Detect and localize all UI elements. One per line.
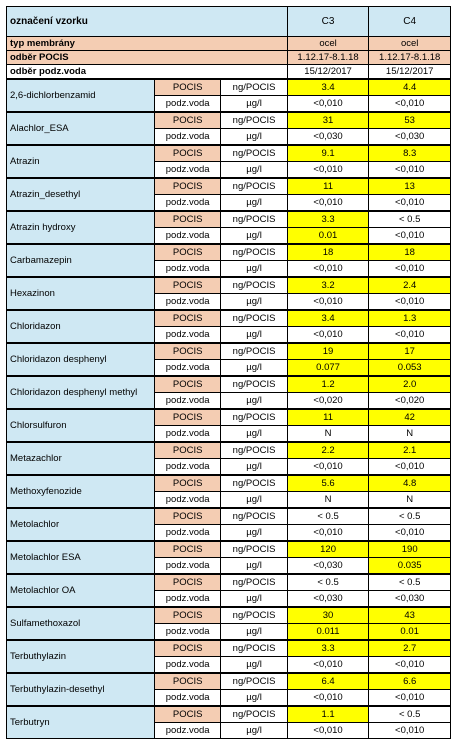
pocis-value: 2.7 — [369, 640, 451, 657]
meta-value: ocel — [369, 37, 451, 51]
pocis-value: 17 — [369, 343, 451, 360]
water-value: <0,010 — [287, 525, 369, 542]
pocis-value: 9.1 — [287, 145, 369, 162]
pocis-value: 18 — [369, 244, 451, 261]
pocis-value: 19 — [287, 343, 369, 360]
unit-label: µg/l — [221, 96, 287, 113]
sample-type-label: podz.voda — [154, 393, 220, 410]
sample-type-label: podz.voda — [154, 294, 220, 311]
sample-type-label: POCIS — [154, 145, 220, 162]
pocis-value: 3.3 — [287, 640, 369, 657]
sample-type-label: podz.voda — [154, 525, 220, 542]
sample-type-label: podz.voda — [154, 228, 220, 245]
unit-label: ng/POCIS — [221, 607, 287, 624]
water-value: N — [369, 492, 451, 509]
results-table-body — [7, 7, 451, 739]
pocis-value: 11 — [287, 178, 369, 195]
compound-pocis-row — [7, 640, 451, 657]
water-value: <0,010 — [369, 657, 451, 674]
compound-pocis-row — [7, 673, 451, 690]
sample-type-label: POCIS — [154, 409, 220, 426]
water-value: 0.011 — [287, 624, 369, 641]
unit-label: µg/l — [221, 459, 287, 476]
header-row — [7, 7, 451, 37]
compound-name: Chlorsulfuron — [7, 409, 155, 442]
water-value: <0,010 — [369, 690, 451, 707]
unit-label: ng/POCIS — [221, 673, 287, 690]
sample-type-label: podz.voda — [154, 657, 220, 674]
pocis-value: < 0.5 — [369, 211, 451, 228]
sample-type-label: POCIS — [154, 640, 220, 657]
water-value: <0,010 — [287, 690, 369, 707]
compound-pocis-row — [7, 541, 451, 558]
unit-label: ng/POCIS — [221, 574, 287, 591]
unit-label: µg/l — [221, 228, 287, 245]
unit-label: ng/POCIS — [221, 409, 287, 426]
unit-label: ng/POCIS — [221, 706, 287, 723]
water-value: 0.01 — [369, 624, 451, 641]
compound-name: Chloridazon — [7, 310, 155, 343]
sample-type-label: POCIS — [154, 376, 220, 393]
compound-name: Metolachlor ESA — [7, 541, 155, 574]
pocis-value: 4.4 — [369, 79, 451, 96]
unit-label: ng/POCIS — [221, 79, 287, 96]
unit-label: µg/l — [221, 360, 287, 377]
pocis-value: < 0.5 — [369, 706, 451, 723]
unit-label: µg/l — [221, 294, 287, 311]
sample-type-label: podz.voda — [154, 492, 220, 509]
compound-pocis-row — [7, 310, 451, 327]
pocis-value: 2.0 — [369, 376, 451, 393]
sample-type-label: podz.voda — [154, 261, 220, 278]
unit-label: ng/POCIS — [221, 376, 287, 393]
compound-pocis-row — [7, 112, 451, 129]
sample-type-label: podz.voda — [154, 459, 220, 476]
compound-pocis-row — [7, 277, 451, 294]
sample-type-label: podz.voda — [154, 723, 220, 739]
water-value: 0.053 — [369, 360, 451, 377]
sample-type-label: POCIS — [154, 79, 220, 96]
compound-pocis-row — [7, 376, 451, 393]
pocis-value: < 0.5 — [369, 508, 451, 525]
water-value: <0,010 — [287, 459, 369, 476]
unit-label: µg/l — [221, 129, 287, 146]
pocis-value: 3.4 — [287, 310, 369, 327]
pocis-value: 6.6 — [369, 673, 451, 690]
compound-pocis-row — [7, 244, 451, 261]
sample-type-label: podz.voda — [154, 558, 220, 575]
water-value: <0,010 — [287, 195, 369, 212]
sample-type-label: POCIS — [154, 244, 220, 261]
water-value: 0.035 — [369, 558, 451, 575]
sample-type-label: POCIS — [154, 475, 220, 492]
compound-pocis-row — [7, 178, 451, 195]
pocis-value: 190 — [369, 541, 451, 558]
meta-value: 1.12.17-8.1.18 — [369, 51, 451, 65]
compound-pocis-row — [7, 607, 451, 624]
pocis-value: 3.4 — [287, 79, 369, 96]
pocis-value: 43 — [369, 607, 451, 624]
unit-label: µg/l — [221, 657, 287, 674]
water-value: 0.077 — [287, 360, 369, 377]
water-value: <0,030 — [287, 558, 369, 575]
pocis-value: 6.4 — [287, 673, 369, 690]
unit-label: ng/POCIS — [221, 277, 287, 294]
unit-label: ng/POCIS — [221, 310, 287, 327]
pocis-value: 1.2 — [287, 376, 369, 393]
compound-name: Terbuthylazin-desethyl — [7, 673, 155, 706]
compound-name: Alachlor_ESA — [7, 112, 155, 145]
water-value: <0,030 — [287, 129, 369, 146]
water-value: <0,010 — [369, 261, 451, 278]
compound-pocis-row — [7, 343, 451, 360]
pocis-value: 3.3 — [287, 211, 369, 228]
sample-type-label: podz.voda — [154, 327, 220, 344]
meta-value: ocel — [287, 37, 369, 51]
unit-label: µg/l — [221, 492, 287, 509]
sample-type-label: POCIS — [154, 706, 220, 723]
compound-name: Methoxyfenozide — [7, 475, 155, 508]
water-value: <0,010 — [369, 228, 451, 245]
pocis-value: 31 — [287, 112, 369, 129]
pocis-value: < 0.5 — [369, 574, 451, 591]
sample-type-label: podz.voda — [154, 162, 220, 179]
results-table — [6, 6, 451, 739]
pocis-value: 3.2 — [287, 277, 369, 294]
sample-type-label: podz.voda — [154, 129, 220, 146]
compound-name: Chloridazon desphenyl methyl — [7, 376, 155, 409]
water-value: N — [287, 492, 369, 509]
sample-type-label: podz.voda — [154, 96, 220, 113]
unit-label: ng/POCIS — [221, 244, 287, 261]
pocis-value: 120 — [287, 541, 369, 558]
unit-label: ng/POCIS — [221, 112, 287, 129]
sample-header-c4: C4 — [369, 7, 451, 37]
pocis-value: 5.6 — [287, 475, 369, 492]
compound-pocis-row — [7, 574, 451, 591]
unit-label: ng/POCIS — [221, 541, 287, 558]
compound-name: Atrazin hydroxy — [7, 211, 155, 244]
sample-type-label: podz.voda — [154, 690, 220, 707]
water-value: <0,010 — [287, 723, 369, 739]
sample-label-header: označení vzorku — [7, 7, 288, 37]
sample-type-label: POCIS — [154, 178, 220, 195]
compound-name: Atrazin_desethyl — [7, 178, 155, 211]
compound-pocis-row — [7, 706, 451, 723]
water-value: <0,010 — [369, 195, 451, 212]
sample-type-label: POCIS — [154, 574, 220, 591]
water-value: <0,010 — [369, 294, 451, 311]
water-value: <0,030 — [369, 129, 451, 146]
water-value: 0.01 — [287, 228, 369, 245]
unit-label: ng/POCIS — [221, 475, 287, 492]
results-table-container — [6, 6, 451, 739]
unit-label: ng/POCIS — [221, 508, 287, 525]
unit-label: µg/l — [221, 327, 287, 344]
meta-value: 15/12/2017 — [369, 65, 451, 80]
compound-pocis-row — [7, 508, 451, 525]
sample-type-label: POCIS — [154, 310, 220, 327]
meta-value: 15/12/2017 — [287, 65, 369, 80]
unit-label: µg/l — [221, 624, 287, 641]
meta-label: odběr podz.voda — [7, 65, 288, 80]
sample-type-label: POCIS — [154, 277, 220, 294]
pocis-value: 13 — [369, 178, 451, 195]
compound-pocis-row — [7, 79, 451, 96]
compound-name: Carbamazepin — [7, 244, 155, 277]
pocis-value: 4.8 — [369, 475, 451, 492]
sample-type-label: POCIS — [154, 673, 220, 690]
compound-name: Atrazin — [7, 145, 155, 178]
unit-label: µg/l — [221, 558, 287, 575]
sample-type-label: POCIS — [154, 343, 220, 360]
water-value: <0,020 — [287, 393, 369, 410]
pocis-value: 11 — [287, 409, 369, 426]
water-value: <0,030 — [369, 591, 451, 608]
sample-type-label: POCIS — [154, 442, 220, 459]
compound-name: Metazachlor — [7, 442, 155, 475]
unit-label: µg/l — [221, 162, 287, 179]
compound-pocis-row — [7, 211, 451, 228]
sample-type-label: POCIS — [154, 541, 220, 558]
unit-label: µg/l — [221, 393, 287, 410]
meta-value: 1.12.17-8.1.18 — [287, 51, 369, 65]
compound-name: Sulfamethoxazol — [7, 607, 155, 640]
pocis-value: 30 — [287, 607, 369, 624]
unit-label: µg/l — [221, 525, 287, 542]
sample-header-c3: C3 — [287, 7, 369, 37]
sample-type-label: podz.voda — [154, 591, 220, 608]
compound-pocis-row — [7, 145, 451, 162]
compound-pocis-row — [7, 475, 451, 492]
unit-label: ng/POCIS — [221, 442, 287, 459]
sample-type-label: podz.voda — [154, 195, 220, 212]
unit-label: µg/l — [221, 426, 287, 443]
water-value: <0,010 — [369, 162, 451, 179]
compound-name: Hexazinon — [7, 277, 155, 310]
sample-type-label: podz.voda — [154, 426, 220, 443]
water-value: N — [369, 426, 451, 443]
unit-label: µg/l — [221, 195, 287, 212]
water-value: <0,010 — [287, 327, 369, 344]
pocis-value: < 0.5 — [287, 508, 369, 525]
sample-type-label: POCIS — [154, 112, 220, 129]
meta-row-pocis-sampling — [7, 51, 451, 65]
unit-label: ng/POCIS — [221, 178, 287, 195]
pocis-value: 18 — [287, 244, 369, 261]
sample-type-label: POCIS — [154, 607, 220, 624]
pocis-value: 2.2 — [287, 442, 369, 459]
water-value: <0,010 — [287, 162, 369, 179]
compound-pocis-row — [7, 409, 451, 426]
compound-name: Terbuthylazin — [7, 640, 155, 673]
compound-name: Metolachlor — [7, 508, 155, 541]
pocis-value: 53 — [369, 112, 451, 129]
meta-label: typ membrány — [7, 37, 288, 51]
water-value: <0,010 — [369, 459, 451, 476]
unit-label: µg/l — [221, 690, 287, 707]
water-value: <0,010 — [369, 525, 451, 542]
sample-type-label: POCIS — [154, 211, 220, 228]
pocis-value: 42 — [369, 409, 451, 426]
unit-label: ng/POCIS — [221, 343, 287, 360]
meta-label: odběr POCIS — [7, 51, 288, 65]
unit-label: ng/POCIS — [221, 145, 287, 162]
water-value: <0,020 — [369, 393, 451, 410]
pocis-value: 1.3 — [369, 310, 451, 327]
pocis-value: 1.1 — [287, 706, 369, 723]
unit-label: ng/POCIS — [221, 211, 287, 228]
compound-pocis-row — [7, 442, 451, 459]
water-value: <0,010 — [287, 261, 369, 278]
unit-label: µg/l — [221, 723, 287, 739]
compound-name: Metolachlor OA — [7, 574, 155, 607]
pocis-value: 2.4 — [369, 277, 451, 294]
unit-label: ng/POCIS — [221, 640, 287, 657]
unit-label: µg/l — [221, 591, 287, 608]
water-value: <0,010 — [369, 327, 451, 344]
sample-type-label: podz.voda — [154, 360, 220, 377]
pocis-value: 2.1 — [369, 442, 451, 459]
sample-type-label: POCIS — [154, 508, 220, 525]
water-value: <0,010 — [369, 723, 451, 739]
compound-name: Chloridazon desphenyl — [7, 343, 155, 376]
water-value: <0,010 — [287, 96, 369, 113]
unit-label: µg/l — [221, 261, 287, 278]
water-value: <0,030 — [287, 591, 369, 608]
sample-type-label: podz.voda — [154, 624, 220, 641]
water-value: <0,010 — [287, 294, 369, 311]
water-value: <0,010 — [287, 657, 369, 674]
compound-name: 2,6-dichlorbenzamid — [7, 79, 155, 112]
pocis-value: < 0.5 — [287, 574, 369, 591]
water-value: <0,010 — [369, 96, 451, 113]
pocis-value: 8.3 — [369, 145, 451, 162]
meta-row-water-sampling — [7, 65, 451, 80]
meta-row-membrane — [7, 37, 451, 51]
water-value: N — [287, 426, 369, 443]
compound-name: Terbutryn — [7, 706, 155, 739]
